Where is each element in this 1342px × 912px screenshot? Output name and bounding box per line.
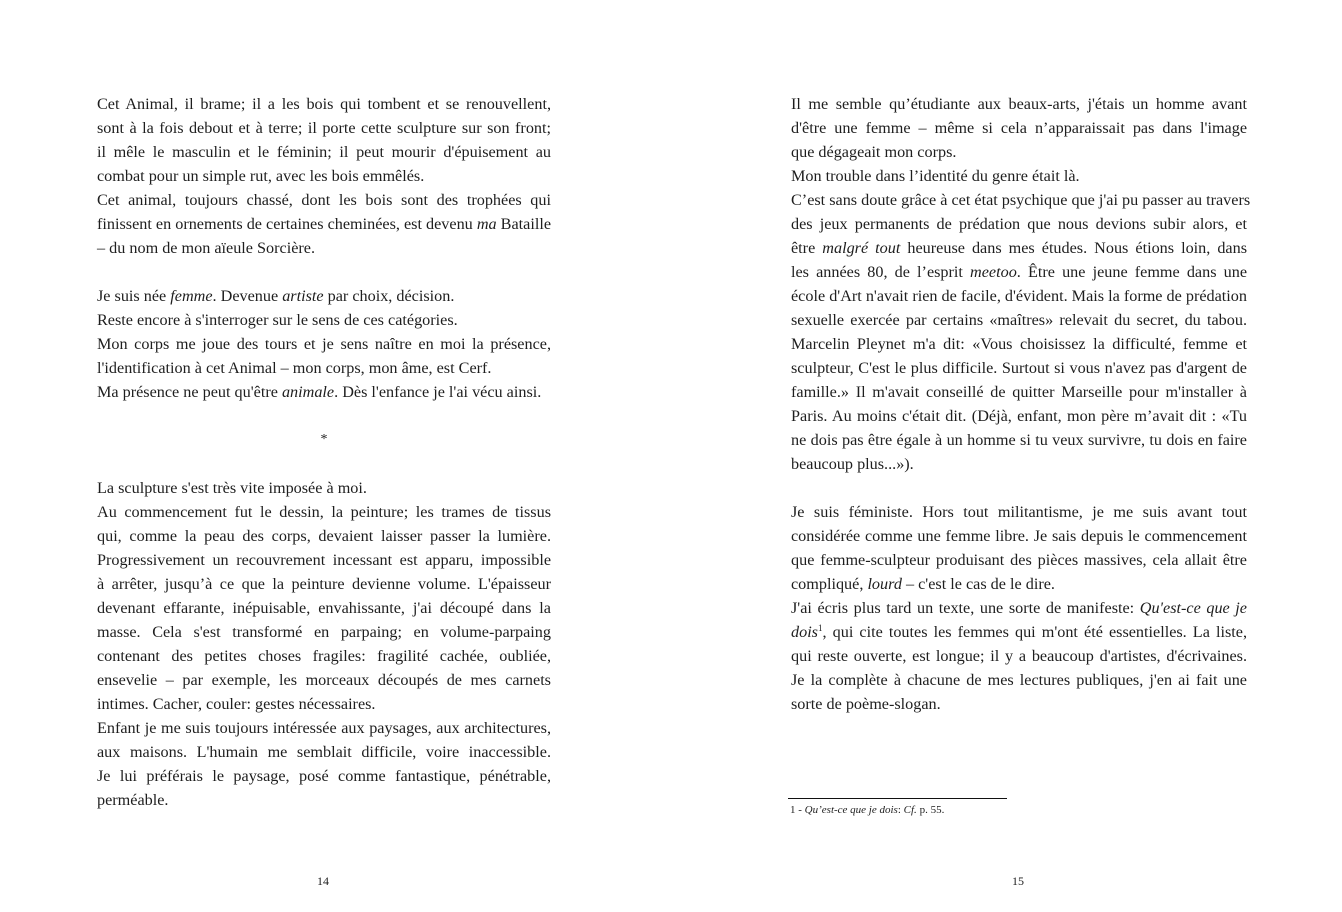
text-run: Marcelin Pleynet m'a dit: «Vous choisissez la difficulté, femme et (791, 335, 1247, 353)
text-line (791, 284, 1247, 308)
right-page (671, 0, 1342, 912)
text-run: masse. Cela s'est transformé en parpaing; en volume-parpaing (97, 623, 551, 641)
text-run: – du nom de mon aïeule Sorcière. (97, 239, 316, 257)
text-line (97, 620, 551, 644)
text-run: , qui cite toutes les femmes qui m'ont été essentielles. La liste, (822, 623, 1247, 641)
text-line (791, 620, 1247, 644)
text-line (791, 500, 1247, 524)
paragraph (97, 380, 551, 404)
text-run: les années 80, de l’esprit (791, 263, 971, 281)
text-run: heureuse dans mes études. Nous étions loin, dans (900, 239, 1248, 257)
text-run: Enfant je me suis toujours intéressée aux paysages, aux architectures, (97, 719, 551, 737)
italic-text: femme (170, 287, 213, 305)
text-run: contenant des petites choses fragiles: fragilité cachée, oubliée, (97, 647, 551, 665)
page-number: 15 (1012, 874, 1024, 888)
paragraph (97, 284, 551, 308)
text-line (791, 644, 1247, 668)
text-line (97, 284, 551, 308)
text-run: des jeux permanents de prédation que nous devions subir alors, et (791, 215, 1247, 233)
text-run: Cet Animal, il brame; il a les bois qui tombent et se renouvellent, (97, 95, 551, 113)
text-line (791, 356, 1247, 380)
text-run: beaucoup plus...»). (791, 455, 914, 473)
text-run: . Être une jeune femme dans une (1016, 263, 1248, 281)
footnote-colon: : (897, 804, 904, 816)
text-line (97, 308, 551, 332)
text-line (97, 332, 551, 356)
text-run: Ma présence ne peut qu'être (97, 383, 282, 401)
paragraph (791, 92, 1247, 164)
text-run: . Dès l'enfance je l'ai vécu ainsi. (334, 383, 542, 401)
text-run: sorte de poème-slogan. (791, 695, 941, 713)
paragraph (97, 500, 551, 716)
page-number: 14 (317, 874, 329, 888)
text-line (791, 236, 1247, 260)
text-line (97, 740, 551, 764)
text-run: l'identification à cet Animal – mon corps, mon âme, est Cerf. (97, 359, 492, 377)
text-run: Mon trouble dans l’identité du genre était là. (791, 167, 1080, 185)
text-run: ne dois pas être égale à un homme si tu veux survivre, tu dois en faire (791, 431, 1247, 449)
text-run: d'être une femme – même si cela n’apparaissait pas dans l'image (791, 119, 1247, 137)
paragraph (97, 188, 551, 260)
text-line (97, 116, 551, 140)
text-line (791, 188, 1251, 212)
paragraph (97, 92, 551, 188)
text-run: par choix, décision. (323, 287, 455, 305)
text-line (791, 380, 1247, 404)
text-run: La sculpture s'est très vite imposée à moi. (97, 479, 367, 497)
text-line (97, 716, 551, 740)
italic-text: malgré tout (822, 239, 901, 257)
text-run: Paris. Au moins c'était dit. (Déjà, enfant, mon père m’avait dit : «Tu (791, 407, 1247, 425)
text-run: Je suis féministe. Hors tout militantisme, je me suis avant tout (791, 503, 1247, 521)
text-line (97, 92, 551, 116)
paragraph (791, 596, 1247, 716)
text-run: Je la complète à chacune de mes lectures publiques, j'en ai fait une (791, 671, 1247, 689)
text-run: combat pour un simple rut, avec les bois emmêlés. (97, 167, 425, 185)
text-line (97, 764, 551, 788)
text-line (97, 524, 551, 548)
text-line (97, 668, 551, 692)
text-run: sont à la fois debout et à terre; il porte cette sculpture sur son front; (97, 119, 551, 137)
text-line (791, 164, 1247, 188)
text-run: à arrêter, jusqu’à ce que la peinture devienne volume. L'épaisseur (97, 575, 551, 593)
text-run: Progressivement un recouvrement incessant est apparu, impossible (97, 551, 551, 569)
text-line (97, 548, 551, 572)
text-line (97, 380, 551, 404)
paragraph (97, 332, 551, 380)
text-run: Je suis née (97, 287, 171, 305)
italic-text: dois (791, 623, 818, 641)
text-run: devenant effarante, inépuisable, envahissante, j'ai découpé dans la (97, 599, 551, 617)
paragraph (791, 500, 1247, 596)
text-run: C’est sans doute grâce à cet état psychique que j'ai pu passer au travers (791, 191, 1251, 209)
text-run: Reste encore à s'interroger sur le sens de ces catégories. (97, 311, 458, 329)
text-line (791, 668, 1247, 692)
text-line (791, 260, 1247, 284)
text-line (97, 572, 551, 596)
text-line (791, 116, 1247, 140)
text-line (791, 140, 1247, 164)
text-line (97, 188, 551, 212)
section-separator: * (320, 432, 328, 447)
text-run: famille.» Il m'avait conseillé de quitter Marseille pour m'installer à (791, 383, 1247, 401)
text-run: finissent en ornements de certaines cheminées, est devenu (97, 215, 477, 233)
italic-text: animale (281, 383, 335, 401)
text-run: Bataille (496, 215, 552, 233)
text-line (791, 548, 1247, 572)
text-line (791, 308, 1247, 332)
text-run: considérée comme une femme libre. Je sais depuis le commencement (791, 527, 1247, 545)
italic-text: Qu'est-ce que je (1139, 599, 1247, 617)
paragraph (791, 188, 1251, 476)
text-run: compliqué, (791, 575, 868, 593)
text-line (791, 596, 1247, 620)
text-line (97, 212, 551, 236)
text-line (791, 524, 1247, 548)
right-page-text (791, 92, 1251, 716)
footnote-cf: Cf. (903, 804, 917, 816)
text-run: qui, comme la peau des corps, devaient laisser passer la lumière. (97, 527, 551, 545)
text-line (791, 692, 1247, 716)
footnote-ref: p. 55. (916, 804, 945, 816)
text-run: qui reste ouverte, est longue; il y a beaucoup d'artistes, d'écrivaines. (791, 647, 1247, 665)
italic-text: artiste (282, 287, 324, 305)
text-line (97, 500, 551, 524)
text-run: perméable. (97, 791, 169, 809)
paragraph (97, 476, 551, 500)
text-line (97, 476, 551, 500)
text-run: que dégageait mon corps. (791, 143, 957, 161)
text-line (97, 692, 551, 716)
text-run: il mêle le masculin et le féminin; il peut mourir d'épuisement au (97, 143, 551, 161)
text-line (791, 404, 1247, 428)
text-line (791, 572, 1247, 596)
text-line (97, 356, 551, 380)
text-run: aux maisons. L'humain me semblait difficile, voire inaccessible. (97, 743, 551, 761)
text-run: Mon corps me joue des tours et je sens naître en moi la présence, (97, 335, 551, 353)
paragraph (97, 308, 551, 332)
text-line (97, 164, 551, 188)
text-run: – c'est le cas de le dire. (901, 575, 1055, 593)
footnote (790, 803, 944, 817)
text-line (97, 644, 551, 668)
text-line (791, 428, 1247, 452)
paragraph (791, 164, 1247, 188)
text-run: Cet animal, toujours chassé, dont les bois sont des trophées qui (97, 191, 551, 209)
italic-text: lourd (867, 575, 902, 593)
footnote-divider (788, 798, 1007, 799)
text-run: Je lui préférais le paysage, posé comme fantastique, pénétrable, (97, 767, 551, 785)
text-run: sexuelle exercée par certains «maîtres» relevait du secret, du tabou. (791, 311, 1247, 329)
text-run: intimes. Cacher, couler: gestes nécessaires. (97, 695, 376, 713)
text-line (97, 236, 551, 260)
text-run: ensevelie – par exemple, les morceaux découpés de mes carnets (97, 671, 551, 689)
text-line (97, 140, 551, 164)
text-run: J'ai écris plus tard un texte, une sorte de manifeste: (791, 599, 1140, 617)
footnote-title: Qu’est-ce que je dois (804, 804, 898, 816)
text-run: que femme-sculpteur produisant des pièces massives, cela allait être (791, 551, 1247, 569)
italic-text: ma (476, 215, 497, 233)
text-run: Il me semble qu’étudiante aux beaux-arts, j'étais un homme avant (791, 95, 1247, 113)
text-line (791, 332, 1247, 356)
text-line (97, 596, 551, 620)
text-run: . Devenue (212, 287, 283, 305)
text-run: Au commencement fut le dessin, la peinture; les trames de tissus (97, 503, 551, 521)
text-run: sculpteur, C'est le plus difficile. Surtout si vous n'avez pas d'argent de (791, 359, 1247, 377)
footnote-reference: 1 (818, 623, 823, 633)
text-run: être (791, 239, 823, 257)
text-line (791, 212, 1247, 236)
text-line (791, 452, 1247, 476)
left-page-text (97, 92, 551, 812)
text-line (97, 788, 551, 812)
footnote-number: 1 - (790, 804, 805, 816)
italic-text: meetoo (970, 263, 1017, 281)
paragraph (97, 716, 551, 812)
text-run: école d'Art n'avait rien de facile, d'évident. Mais la forme de prédation (791, 287, 1247, 305)
text-line (791, 92, 1247, 116)
